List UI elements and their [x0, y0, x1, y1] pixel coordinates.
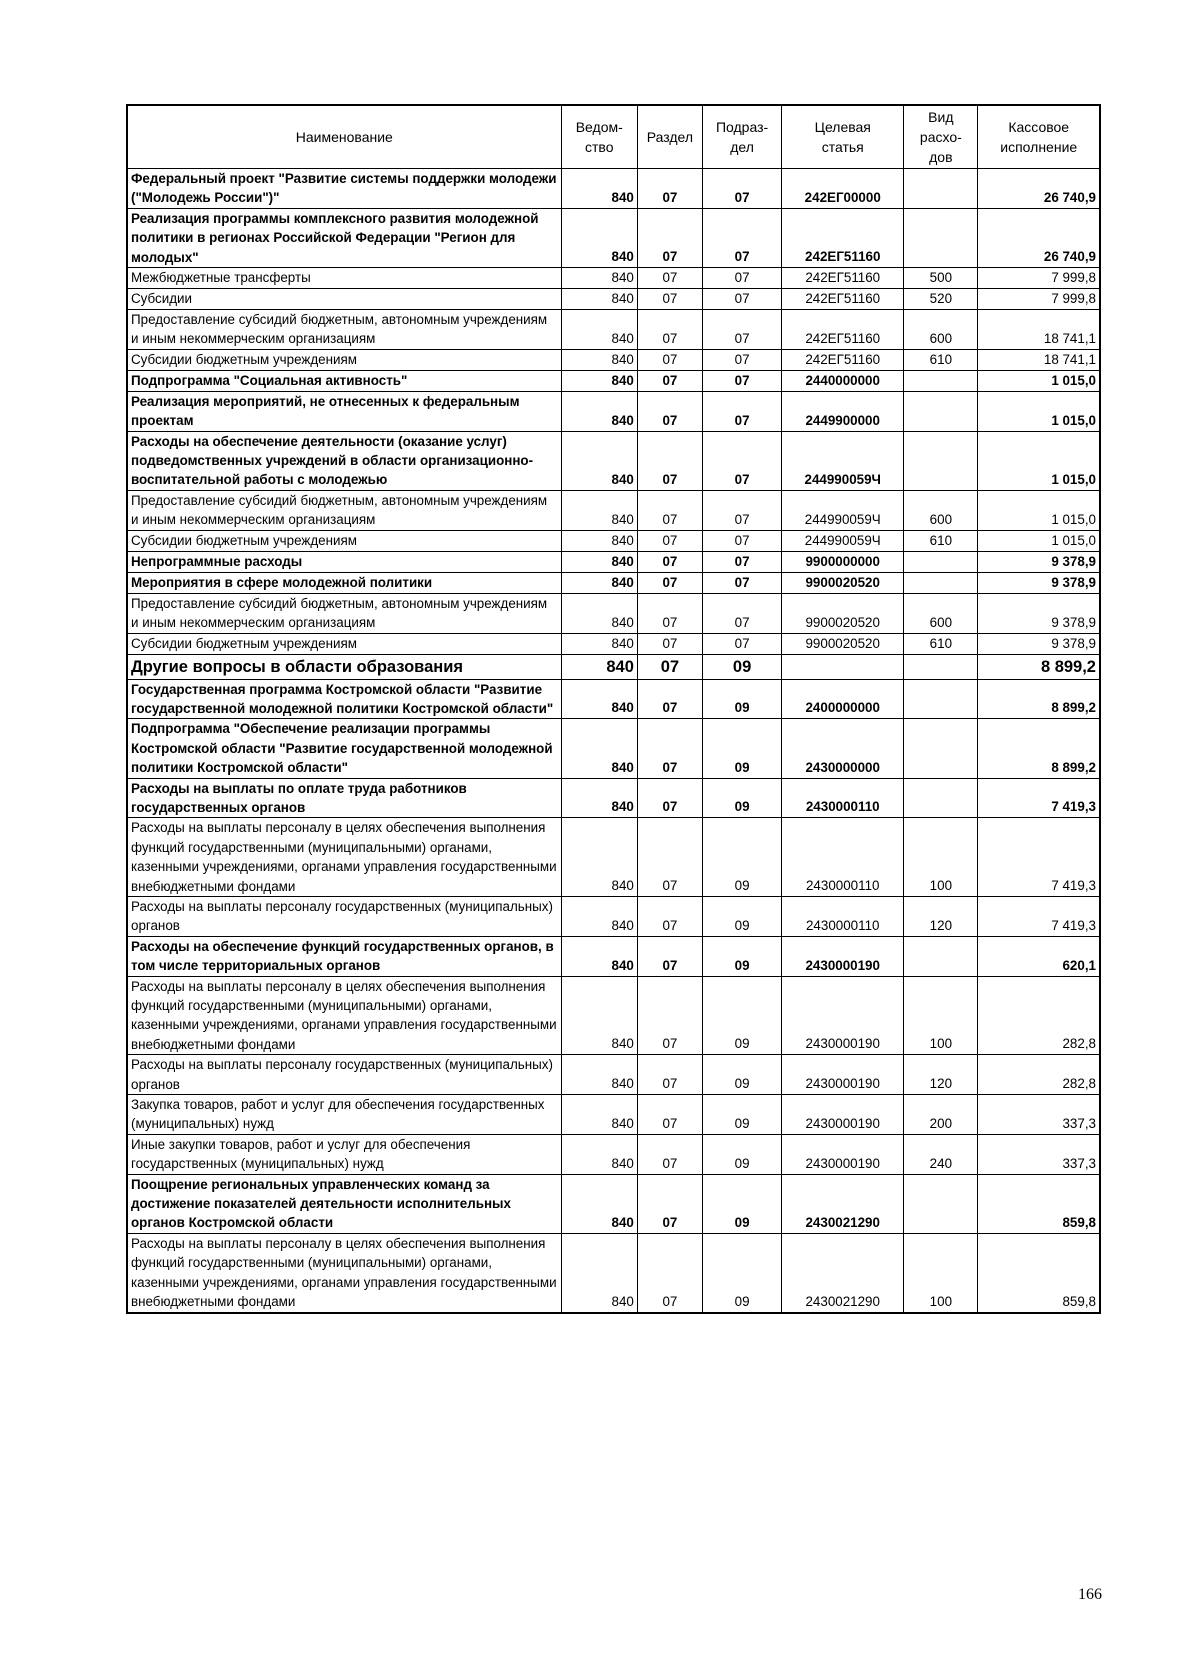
cell-vr: 610 [904, 530, 978, 551]
cell-ved: 840 [561, 530, 637, 551]
cell-vr: 100 [904, 1233, 978, 1312]
cell-podrazdel: 07 [702, 289, 781, 310]
cell-name: Предоставление субсидий бюджетным, автономным учреждениям и иным некоммерческим организациям [127, 310, 561, 350]
table-row [127, 1174, 1100, 1233]
table-row [127, 370, 1100, 391]
cell-sum: 337,3 [978, 1095, 1100, 1135]
cell-podrazdel: 09 [702, 818, 781, 897]
header-csr: Целевая статья [782, 105, 904, 169]
table-row [127, 593, 1100, 633]
cell-name: Непрограммные расходы [127, 551, 561, 572]
cell-ved: 840 [561, 936, 637, 976]
cell-vr [904, 1174, 978, 1233]
cell-csr: 242ЕГ51160 [782, 208, 904, 267]
cell-name: Субсидии бюджетным учреждениям [127, 349, 561, 370]
cell-podrazdel: 09 [702, 1095, 781, 1135]
header-razdel: Раздел [637, 105, 702, 169]
table-row [127, 818, 1100, 897]
cell-ved: 840 [561, 268, 637, 289]
cell-ved: 840 [561, 1095, 637, 1135]
cell-vr [904, 778, 978, 818]
table-row [127, 310, 1100, 350]
cell-vr: 610 [904, 633, 978, 654]
cell-razdel: 07 [637, 208, 702, 267]
cell-razdel: 07 [637, 551, 702, 572]
cell-sum: 859,8 [978, 1174, 1100, 1233]
cell-podrazdel: 09 [702, 1233, 781, 1312]
cell-name: Иные закупки товаров, работ и услуг для обеспечения государственных (муниципальных) нужд [127, 1134, 561, 1174]
cell-csr: 9900020520 [782, 593, 904, 633]
header-podrazdel: Подраз- дел [702, 105, 781, 169]
cell-podrazdel: 07 [702, 208, 781, 267]
cell-razdel: 07 [637, 431, 702, 490]
cell-sum: 18 741,1 [978, 349, 1100, 370]
cell-razdel: 07 [637, 1055, 702, 1095]
cell-razdel: 07 [637, 572, 702, 593]
cell-csr: 2449900000 [782, 391, 904, 431]
cell-vr [904, 936, 978, 976]
cell-ved: 840 [561, 208, 637, 267]
cell-ved: 840 [561, 490, 637, 530]
cell-name: Реализация мероприятий, не отнесенных к федеральным проектам [127, 391, 561, 431]
cell-podrazdel: 07 [702, 490, 781, 530]
cell-ved: 840 [561, 349, 637, 370]
cell-podrazdel: 09 [702, 976, 781, 1055]
cell-sum: 8 899,2 [978, 654, 1100, 679]
cell-razdel: 07 [637, 530, 702, 551]
cell-name: Субсидии [127, 289, 561, 310]
cell-csr: 2430000190 [782, 936, 904, 976]
cell-podrazdel: 07 [702, 593, 781, 633]
cell-vr [904, 391, 978, 431]
cell-sum: 1 015,0 [978, 490, 1100, 530]
cell-ved: 840 [561, 719, 637, 778]
cell-csr: 2430000000 [782, 719, 904, 778]
cell-razdel: 07 [637, 896, 702, 936]
cell-podrazdel: 09 [702, 1134, 781, 1174]
cell-sum: 7 419,3 [978, 896, 1100, 936]
cell-csr: 242ЕГ51160 [782, 349, 904, 370]
cell-csr: 2430000190 [782, 976, 904, 1055]
cell-csr: 2430000110 [782, 818, 904, 897]
cell-csr: 2430000110 [782, 896, 904, 936]
table-row [127, 1233, 1100, 1312]
header-ved: Ведом- ство [561, 105, 637, 169]
cell-podrazdel: 07 [702, 633, 781, 654]
cell-razdel: 07 [637, 310, 702, 350]
table-header-row [127, 105, 1100, 169]
header-name: Наименование [127, 105, 561, 169]
cell-sum: 1 015,0 [978, 431, 1100, 490]
cell-sum: 620,1 [978, 936, 1100, 976]
cell-csr: 2430021290 [782, 1174, 904, 1233]
cell-sum: 9 378,9 [978, 633, 1100, 654]
cell-csr: 242ЕГ51160 [782, 310, 904, 350]
cell-ved: 840 [561, 593, 637, 633]
cell-razdel: 07 [637, 719, 702, 778]
cell-csr: 244990059Ч [782, 431, 904, 490]
cell-vr: 500 [904, 268, 978, 289]
cell-csr: 2430000190 [782, 1095, 904, 1135]
table-row [127, 208, 1100, 267]
cell-razdel: 07 [637, 679, 702, 719]
cell-razdel: 07 [637, 593, 702, 633]
cell-razdel: 07 [637, 654, 702, 679]
table-row [127, 1095, 1100, 1135]
cell-podrazdel: 07 [702, 551, 781, 572]
cell-podrazdel: 07 [702, 391, 781, 431]
cell-csr: 9900020520 [782, 633, 904, 654]
cell-name: Другие вопросы в области образования [127, 654, 561, 679]
cell-name: Государственная программа Костромской области "Развитие государственной молодежной политики Костромской области" [127, 679, 561, 719]
cell-name: Поощрение региональных управленческих команд за достижение показателей деятельности исполнительных органов Костромской области [127, 1174, 561, 1233]
table-row [127, 633, 1100, 654]
table-row [127, 1134, 1100, 1174]
cell-ved: 840 [561, 679, 637, 719]
cell-name: Расходы на выплаты персоналу в целях обеспечения выполнения функций государственными (муниципальными) органами, казенными учреждениями, органами управления государственными внебюджетными фондами [127, 1233, 561, 1312]
table-row [127, 976, 1100, 1055]
header-vr: Вид расхо- дов [904, 105, 978, 169]
cell-csr: 242ЕГ51160 [782, 268, 904, 289]
cell-razdel: 07 [637, 490, 702, 530]
cell-razdel: 07 [637, 370, 702, 391]
cell-razdel: 07 [637, 349, 702, 370]
cell-sum: 18 741,1 [978, 310, 1100, 350]
cell-name: Расходы на обеспечение функций государственных органов, в том числе территориальных органов [127, 936, 561, 976]
cell-name: Реализация программы комплексного развития молодежной политики в регионах Российской Федерации "Регион для молодых" [127, 208, 561, 267]
cell-name: Субсидии бюджетным учреждениям [127, 633, 561, 654]
cell-ved: 840 [561, 1174, 637, 1233]
cell-name: Подпрограмма "Социальная активность" [127, 370, 561, 391]
cell-name: Расходы на выплаты персоналу в целях обеспечения выполнения функций государственными (муниципальными) органами, казенными учреждениями, органами управления государственными внебюджетными фондами [127, 976, 561, 1055]
table-row [127, 719, 1100, 778]
cell-podrazdel: 07 [702, 431, 781, 490]
cell-ved: 840 [561, 169, 637, 209]
cell-podrazdel: 09 [702, 679, 781, 719]
cell-name: Расходы на выплаты персоналу в целях обеспечения выполнения функций государственными (муниципальными) органами, казенными учреждениями, органами управления государственными внебюджетными фондами [127, 818, 561, 897]
cell-podrazdel: 09 [702, 1055, 781, 1095]
table-row [127, 896, 1100, 936]
cell-podrazdel: 09 [702, 719, 781, 778]
cell-name: Расходы на выплаты по оплате труда работников государственных органов [127, 778, 561, 818]
cell-razdel: 07 [637, 936, 702, 976]
cell-csr: 244990059Ч [782, 490, 904, 530]
cell-vr: 100 [904, 976, 978, 1055]
cell-csr: 242ЕГ51160 [782, 289, 904, 310]
cell-name: Предоставление субсидий бюджетным, автономным учреждениям и иным некоммерческим организациям [127, 490, 561, 530]
cell-sum: 26 740,9 [978, 208, 1100, 267]
table-row [127, 551, 1100, 572]
table-row [127, 936, 1100, 976]
cell-razdel: 07 [637, 1174, 702, 1233]
cell-sum: 1 015,0 [978, 530, 1100, 551]
cell-sum: 8 899,2 [978, 719, 1100, 778]
cell-podrazdel: 09 [702, 936, 781, 976]
cell-sum: 9 378,9 [978, 572, 1100, 593]
table-row [127, 1055, 1100, 1095]
cell-csr: 2430000190 [782, 1055, 904, 1095]
cell-vr: 200 [904, 1095, 978, 1135]
cell-name: Расходы на выплаты персоналу государственных (муниципальных) органов [127, 896, 561, 936]
cell-vr [904, 719, 978, 778]
cell-vr: 120 [904, 1055, 978, 1095]
budget-table [126, 104, 1101, 1314]
cell-csr: 2430000110 [782, 778, 904, 818]
cell-vr [904, 654, 978, 679]
cell-podrazdel: 07 [702, 268, 781, 289]
cell-ved: 840 [561, 818, 637, 897]
cell-podrazdel: 07 [702, 169, 781, 209]
cell-ved: 840 [561, 654, 637, 679]
cell-csr: 2430000190 [782, 1134, 904, 1174]
cell-podrazdel: 07 [702, 530, 781, 551]
cell-name: Мероприятия в сфере молодежной политики [127, 572, 561, 593]
cell-razdel: 07 [637, 818, 702, 897]
cell-razdel: 07 [637, 169, 702, 209]
cell-name: Предоставление субсидий бюджетным, автономным учреждениям и иным некоммерческим организациям [127, 593, 561, 633]
cell-podrazdel: 07 [702, 349, 781, 370]
cell-sum: 282,8 [978, 976, 1100, 1055]
cell-name: Расходы на выплаты персоналу государственных (муниципальных) органов [127, 1055, 561, 1095]
cell-podrazdel: 09 [702, 896, 781, 936]
cell-ved: 840 [561, 778, 637, 818]
cell-name: Субсидии бюджетным учреждениям [127, 530, 561, 551]
cell-sum: 1 015,0 [978, 370, 1100, 391]
cell-sum: 7 999,8 [978, 289, 1100, 310]
cell-ved: 840 [561, 370, 637, 391]
cell-ved: 840 [561, 391, 637, 431]
cell-name: Межбюджетные трансферты [127, 268, 561, 289]
cell-csr: 9900000000 [782, 551, 904, 572]
cell-vr [904, 208, 978, 267]
cell-csr: 2440000000 [782, 370, 904, 391]
cell-csr: 244990059Ч [782, 530, 904, 551]
cell-csr: 242ЕГ00000 [782, 169, 904, 209]
cell-csr: 9900020520 [782, 572, 904, 593]
cell-razdel: 07 [637, 976, 702, 1055]
cell-sum: 8 899,2 [978, 679, 1100, 719]
cell-ved: 840 [561, 1134, 637, 1174]
cell-ved: 840 [561, 976, 637, 1055]
cell-ved: 840 [561, 633, 637, 654]
table-row [127, 169, 1100, 209]
cell-podrazdel: 07 [702, 572, 781, 593]
table-row [127, 289, 1100, 310]
cell-podrazdel: 09 [702, 1174, 781, 1233]
cell-ved: 840 [561, 431, 637, 490]
table-row [127, 530, 1100, 551]
table-row [127, 268, 1100, 289]
cell-sum: 859,8 [978, 1233, 1100, 1312]
cell-name: Расходы на обеспечение деятельности (оказание услуг) подведомственных учреждений в области организационно-воспитательной работы с молодежью [127, 431, 561, 490]
cell-ved: 840 [561, 896, 637, 936]
cell-razdel: 07 [637, 633, 702, 654]
cell-csr: 2430021290 [782, 1233, 904, 1312]
cell-csr: 2400000000 [782, 679, 904, 719]
cell-sum: 282,8 [978, 1055, 1100, 1095]
table-row [127, 572, 1100, 593]
cell-csr [782, 654, 904, 679]
cell-ved: 840 [561, 289, 637, 310]
cell-razdel: 07 [637, 289, 702, 310]
cell-ved: 840 [561, 551, 637, 572]
page-number: 166 [1078, 1586, 1102, 1603]
cell-vr: 120 [904, 896, 978, 936]
cell-ved: 840 [561, 310, 637, 350]
cell-podrazdel: 07 [702, 370, 781, 391]
table-row [127, 431, 1100, 490]
cell-vr: 100 [904, 818, 978, 897]
table-body [127, 169, 1100, 1313]
cell-vr [904, 551, 978, 572]
cell-podrazdel: 07 [702, 310, 781, 350]
table-row [127, 778, 1100, 818]
cell-razdel: 07 [637, 778, 702, 818]
cell-sum: 7 419,3 [978, 778, 1100, 818]
cell-vr [904, 370, 978, 391]
cell-razdel: 07 [637, 391, 702, 431]
table-row [127, 391, 1100, 431]
cell-name: Закупка товаров, работ и услуг для обеспечения государственных (муниципальных) нужд [127, 1095, 561, 1135]
table-row [127, 349, 1100, 370]
cell-podrazdel: 09 [702, 654, 781, 679]
cell-vr: 600 [904, 490, 978, 530]
cell-name: Федеральный проект "Развитие системы поддержки молодежи ("Молодежь России")" [127, 169, 561, 209]
cell-razdel: 07 [637, 1134, 702, 1174]
cell-name: Подпрограмма "Обеспечение реализации программы Костромской области "Развитие государственной молодежной политики Костромской области" [127, 719, 561, 778]
cell-razdel: 07 [637, 268, 702, 289]
cell-sum: 7 999,8 [978, 268, 1100, 289]
cell-podrazdel: 09 [702, 778, 781, 818]
cell-vr [904, 679, 978, 719]
cell-sum: 337,3 [978, 1134, 1100, 1174]
cell-razdel: 07 [637, 1233, 702, 1312]
cell-ved: 840 [561, 1055, 637, 1095]
budget-table-wrapper [126, 104, 1101, 1314]
cell-sum: 9 378,9 [978, 551, 1100, 572]
cell-vr [904, 169, 978, 209]
cell-vr: 600 [904, 593, 978, 633]
header-sum: Кассовое исполнение [978, 105, 1100, 169]
cell-vr: 240 [904, 1134, 978, 1174]
cell-sum: 7 419,3 [978, 818, 1100, 897]
cell-vr: 600 [904, 310, 978, 350]
cell-sum: 26 740,9 [978, 169, 1100, 209]
cell-sum: 9 378,9 [978, 593, 1100, 633]
table-row [127, 490, 1100, 530]
cell-vr [904, 572, 978, 593]
cell-ved: 840 [561, 572, 637, 593]
cell-ved: 840 [561, 1233, 637, 1312]
cell-vr: 520 [904, 289, 978, 310]
cell-vr: 610 [904, 349, 978, 370]
cell-sum: 1 015,0 [978, 391, 1100, 431]
cell-vr [904, 431, 978, 490]
cell-razdel: 07 [637, 1095, 702, 1135]
table-row [127, 654, 1100, 679]
table-row [127, 679, 1100, 719]
